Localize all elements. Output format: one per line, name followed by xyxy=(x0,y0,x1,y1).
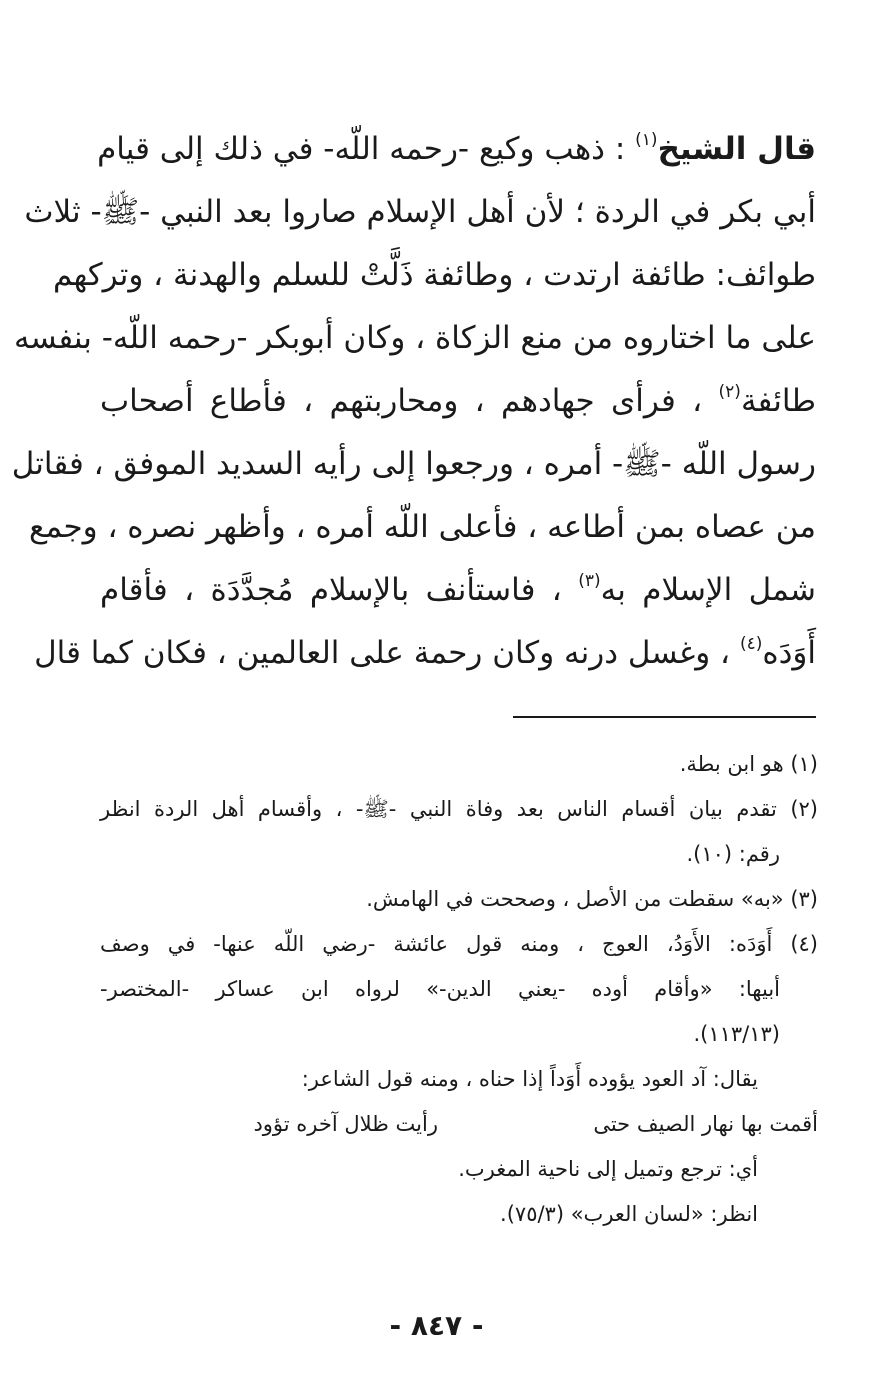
main-line-5-text: ، فرأى جهادهم ، ومحاربتهم ، فأطاع أصحاب xyxy=(100,383,703,419)
main-line-9 xyxy=(34,622,816,685)
footnote-1: (١) هو ابن بطة. xyxy=(679,752,818,776)
main-line-7: من عصاه بمن أطاعه ، فأعلى اللّه أمره ، وأظهر نصره ، وجمع xyxy=(29,509,816,545)
verse-second-hemistich: رأيت ظلال آخره تؤود xyxy=(253,1112,438,1136)
footnote-4-line-7: انظر: «لسان العرب» (٧٥/٣). xyxy=(500,1202,758,1226)
footnote-2-line-2: رقم: (١٠). xyxy=(686,842,780,866)
main-text-block xyxy=(11,118,816,685)
verse-first-hemistich: أقمت بها نهار الصيف حتى xyxy=(593,1112,818,1136)
footnote-ref-1: (١) xyxy=(635,130,658,150)
footnote-3: (٣) «به» سقطت من الأصل ، وصححت في الهامش. xyxy=(366,887,818,911)
footnote-4-line-2: أبيها: «وأقام أوده -يعني الدين-» لرواه ابن عساكر -المختصر- xyxy=(100,977,780,1001)
main-line-5-start: طائفة xyxy=(740,383,816,419)
main-line-8 xyxy=(100,559,816,622)
main-line-1-text: : ذهب وكيع -رحمه اللّه- في ذلك إلى قيام xyxy=(97,131,626,167)
footnote-ref-3: (٣) xyxy=(578,571,601,591)
footnote-ref-2: (٢) xyxy=(718,382,741,402)
main-line-2: أبي بكر في الردة ؛ لأن أهل الإسلام صاروا بعد النبي -ﷺ- ثلاث xyxy=(24,194,816,230)
footnote-4-line-1: (٤) أَوَدَه: الأَوَدُ، العوج ، ومنه قول عائشة -رضي اللّه عنها- في وصف xyxy=(100,932,818,956)
footnote-ref-4: (٤) xyxy=(739,634,763,654)
main-line-8-text: ، فاستأنف بالإسلام مُجدَّدَة ، فأقام xyxy=(100,572,562,608)
page-number: - ٨٤٧ - xyxy=(389,1309,484,1342)
footnote-4-line-4: يقال: آد العود يؤوده أَوَداً إذا حناه ، ومنه قول الشاعر: xyxy=(301,1067,758,1091)
main-line-4: على ما اختاروه من منع الزكاة ، وكان أبوبكر -رحمه اللّه- بنفسه xyxy=(13,320,816,356)
footnote-4-line-6: أي: ترجع وتميل إلى ناحية المغرب. xyxy=(458,1157,758,1181)
poem-verse xyxy=(100,1102,818,1147)
main-line-8-start: شمل الإسلام به xyxy=(600,572,816,608)
main-line-6: رسول اللّه -ﷺ- أمره ، ورجعوا إلى رأيه السديد الموفق ، فقاتل xyxy=(11,446,816,482)
main-line-9-start: أَوَدَه xyxy=(762,635,816,671)
main-line-1 xyxy=(97,118,816,181)
footnotes-block xyxy=(100,742,818,1237)
footnote-divider xyxy=(513,716,816,718)
footnote-2-line-1: (٢) تقدم بيان أقسام الناس بعد وفاة النبي -ﷺ- ، وأقسام أهل الردة انظر xyxy=(100,797,818,821)
footnote-4-line-3: (١١٣/١٣). xyxy=(693,1022,780,1046)
lead-heading: قال الشيخ xyxy=(657,131,816,167)
main-line-3: طوائف: طائفة ارتدت ، وطائفة ذَلَّتْ للسلم والهدنة ، وتركهم xyxy=(52,257,816,293)
main-line-9-text: ، وغسل درنه وكان رحمة على العالمين ، فكان كما قال xyxy=(34,635,731,671)
main-line-5 xyxy=(100,370,816,433)
